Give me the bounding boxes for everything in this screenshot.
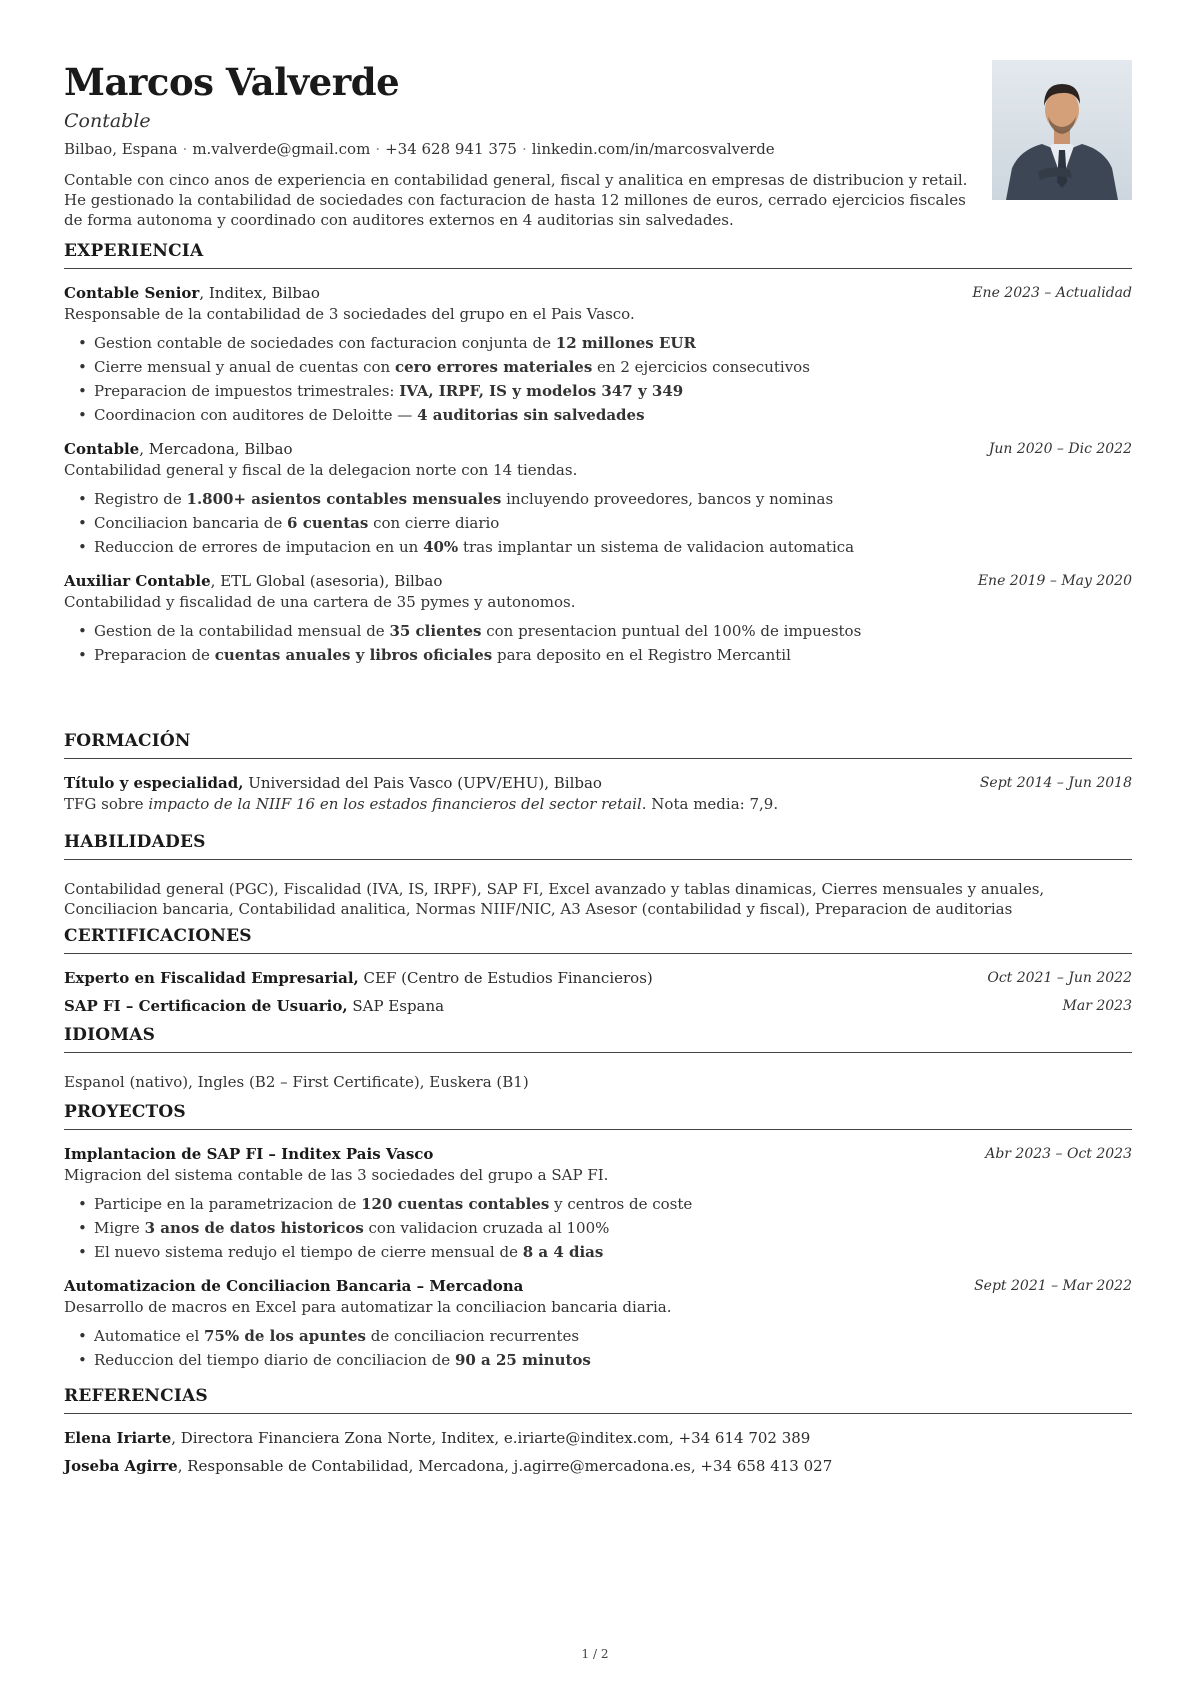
- bullet-item: • Reduccion del tiempo diario de conciliacion de 90 a 25 minutos: [94, 1348, 1132, 1372]
- section-title: HABILIDADES: [64, 832, 1132, 860]
- candidate-role: Contable: [64, 110, 151, 132]
- contact-phone[interactable]: +34 628 941 375: [385, 140, 517, 158]
- section-title: IDIOMAS: [64, 1025, 1132, 1053]
- languages-text: Espanol (nativo), Ingles (B2 – First Certificate), Euskera (B1): [64, 1073, 529, 1091]
- entry-description: Migracion del sistema contable de las 3 sociedades del grupo a SAP FI.: [64, 1166, 609, 1184]
- experience-entry: [64, 438, 1132, 559]
- entry-description: Contabilidad y fiscalidad de una cartera de 35 pymes y autonomos.: [64, 593, 576, 611]
- profile-photo: [992, 60, 1132, 200]
- contact-email[interactable]: m.valverde@gmail.com: [192, 140, 371, 158]
- person-silhouette-icon: [992, 60, 1132, 200]
- resume-header: [64, 60, 1132, 260]
- section-title: PROYECTOS: [64, 1102, 1132, 1130]
- cert-name: Experto en Fiscalidad Empresarial,: [64, 969, 359, 987]
- candidate-name: Marcos Valverde: [64, 60, 400, 104]
- bullet-item: • Gestion contable de sociedades con facturacion conjunta de 12 millones EUR: [94, 331, 1132, 355]
- bullet-item: • Cierre mensual y anual de cuentas con cero errores materiales en 2 ejercicios consecutivos: [94, 355, 1132, 379]
- section-title: CERTIFICACIONES: [64, 926, 1132, 954]
- section-title: FORMACIÓN: [64, 731, 1132, 759]
- bullet-item: • Registro de 1.800+ asientos contables mensuales incluyendo proveedores, bancos y nominas: [94, 487, 1132, 511]
- section-proyectos: [64, 1102, 1132, 1372]
- entry-heading: [64, 438, 1132, 460]
- entry-bullets: [64, 619, 1132, 667]
- entry-description: Responsable de la contabilidad de 3 sociedades del grupo en el Pais Vasco.: [64, 305, 635, 323]
- bullet-item: • Gestion de la contabilidad mensual de 35 clientes con presentacion puntual del 100% de impuestos: [94, 619, 1132, 643]
- entry-date: Mar 2023: [1062, 998, 1132, 1014]
- entry-bullets: [64, 487, 1132, 559]
- bullet-item: • Reduccion de errores de imputacion en un 40% tras implantar un sistema de validacion automatica: [94, 535, 1132, 559]
- section-referencias: [64, 1386, 1132, 1477]
- section-idiomas: [64, 1025, 1132, 1092]
- cert-issuer: SAP Espana: [347, 997, 445, 1015]
- bullet-item: • Automatice el 75% de los apuntes de conciliacion recurrentes: [94, 1324, 1132, 1348]
- bullet-item: • Coordinacion con auditores de Deloitte — 4 auditorias sin salvedades: [94, 403, 1132, 427]
- entry-heading: [64, 1143, 1132, 1165]
- reference-name: Elena Iriarte: [64, 1429, 172, 1447]
- contact-separator: ·: [182, 140, 188, 158]
- job-role: Contable Senior: [64, 284, 200, 302]
- degree: Título y especialidad,: [64, 774, 244, 792]
- project-entry: [64, 1143, 1132, 1264]
- entry-heading: [64, 570, 1132, 592]
- job-role: Contable: [64, 440, 140, 458]
- reference-detail: , Responsable de Contabilidad, Mercadona, j.agirre@mercadona.es, +34 658 413 027: [177, 1457, 833, 1475]
- school: Universidad del Pais Vasco (UPV/EHU), Bilbao: [243, 774, 602, 792]
- reference-name: Joseba Agirre: [64, 1457, 178, 1475]
- contact-line: [64, 140, 775, 158]
- project-entry: [64, 1275, 1132, 1372]
- entry-description: Desarrollo de macros en Excel para automatizar la conciliacion bancaria diaria.: [64, 1298, 672, 1316]
- entry-bullets: [64, 331, 1132, 427]
- project-name: Automatizacion de Conciliacion Bancaria – Mercadona: [64, 1277, 524, 1295]
- section-formacion: [64, 731, 1132, 815]
- project-name: Implantacion de SAP FI – Inditex Pais Vasco: [64, 1145, 434, 1163]
- entry-bullets: [64, 1324, 1132, 1372]
- bullet-item: • Participe en la parametrizacion de 120 cuentas contables y centros de coste: [94, 1192, 1132, 1216]
- contact-location: Bilbao, Espana: [64, 140, 178, 158]
- section-title: REFERENCIAS: [64, 1386, 1132, 1414]
- entry-heading: [64, 282, 1132, 304]
- bullet-item: • Preparacion de cuentas anuales y libros oficiales para deposito en el Registro Mercantil: [94, 643, 1132, 667]
- certification-item: [64, 967, 1132, 989]
- professional-summary: Contable con cinco anos de experiencia en contabilidad general, fiscal y analitica en empresas de distribucion y retail. He gestionado la contabilidad de sociedades con facturacion de hasta 12 millones de euros, cerrado ejercicios fiscales de forma autonoma y coordinado con auditores externos en 4 auditorias sin salvedades.: [64, 171, 968, 229]
- reference-item: [64, 1455, 1132, 1477]
- entry-bullets: [64, 1192, 1132, 1264]
- bullet-item: • El nuevo sistema redujo el tiempo de cierre mensual de 8 a 4 dias: [94, 1240, 1132, 1264]
- bullet-item: • Conciliacion bancaria de 6 cuentas con cierre diario: [94, 511, 1132, 535]
- contact-linkedin[interactable]: linkedin.com/in/marcosvalverde: [531, 140, 775, 158]
- entry-description: Contabilidad general y fiscal de la delegacion norte con 14 tiendas.: [64, 461, 578, 479]
- job-org: , Inditex, Bilbao: [199, 284, 320, 302]
- entry-date: Oct 2021 – Jun 2022: [987, 970, 1132, 986]
- job-org: , Mercadona, Bilbao: [139, 440, 293, 458]
- reference-detail: , Directora Financiera Zona Norte, Inditex, e.iriarte@inditex.com, +34 614 702 389: [171, 1429, 811, 1447]
- entry-date: Ene 2019 – May 2020: [977, 573, 1132, 589]
- contact-separator: ·: [521, 140, 527, 158]
- entry-heading: [64, 772, 1132, 794]
- section-habilidades: [64, 832, 1132, 919]
- job-role: Auxiliar Contable: [64, 572, 211, 590]
- contact-separator: ·: [375, 140, 381, 158]
- page-number: 1 / 2: [581, 1647, 609, 1661]
- education-entry: [64, 772, 1132, 815]
- tfg-line: TFG sobre impacto de la NIIF 16 en los estados financieros del sector retail. Nota media: 7,9.: [64, 795, 779, 813]
- bullet-item: • Migre 3 anos de datos historicos con validacion cruzada al 100%: [94, 1216, 1132, 1240]
- entry-date: Abr 2023 – Oct 2023: [985, 1146, 1132, 1162]
- reference-item: [64, 1427, 1132, 1449]
- experience-entry: [64, 282, 1132, 427]
- entry-heading: [64, 1275, 1132, 1297]
- job-org: , ETL Global (asesoria), Bilbao: [210, 572, 443, 590]
- certification-item: [64, 995, 1132, 1017]
- entry-date: Sept 2021 – Mar 2022: [974, 1278, 1132, 1294]
- entry-date: Jun 2020 – Dic 2022: [988, 441, 1132, 457]
- section-certificaciones: [64, 926, 1132, 1017]
- bullet-item: • Preparacion de impuestos trimestrales: IVA, IRPF, IS y modelos 347 y 349: [94, 379, 1132, 403]
- entry-date: Ene 2023 – Actualidad: [972, 285, 1132, 301]
- experience-entry: [64, 570, 1132, 667]
- section-experiencia: [64, 241, 1132, 667]
- cert-name: SAP FI – Certificacion de Usuario,: [64, 997, 348, 1015]
- section-title: EXPERIENCIA: [64, 241, 1132, 269]
- resume-page: [64, 60, 1132, 1475]
- entry-date: Sept 2014 – Jun 2018: [979, 775, 1132, 791]
- skills-text: Contabilidad general (PGC), Fiscalidad (IVA, IS, IRPF), SAP FI, Excel avanzado y tablas dinamicas, Cierres mensuales y anuales, Conciliacion bancaria, Contabilidad analitica, Normas NIIF/NIC, A3 Asesor (contabilidad y fiscal), Preparacion de auditorias: [64, 880, 1045, 918]
- cert-issuer: CEF (Centro de Estudios Financieros): [358, 969, 653, 987]
